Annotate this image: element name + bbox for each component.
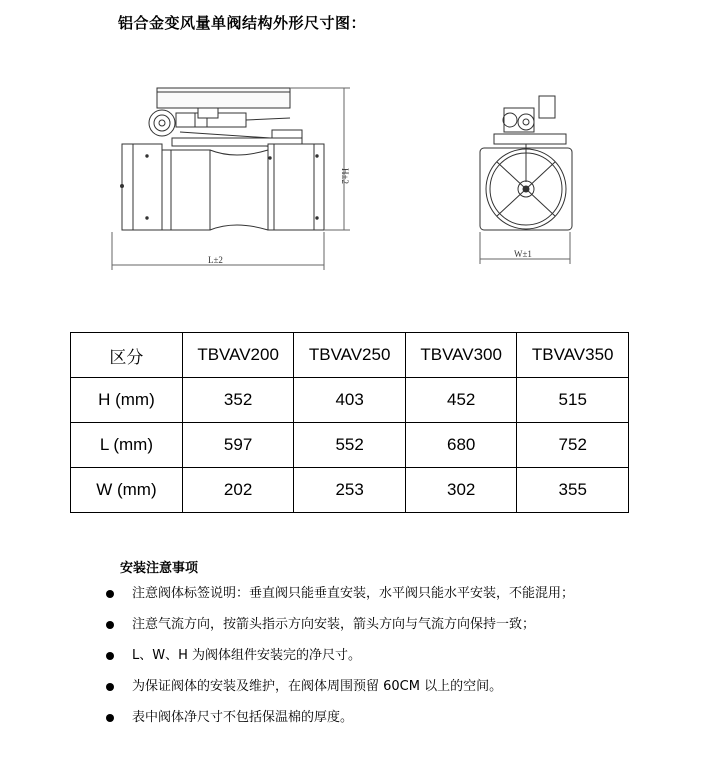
end-view <box>480 96 572 264</box>
table-cell: 452 <box>405 378 517 423</box>
notes-title: 安装注意事项 <box>120 561 199 576</box>
table-cell: 302 <box>405 468 517 513</box>
bullet-icon <box>106 714 114 722</box>
width-dimension-label: W±1 <box>514 249 532 259</box>
note-text: 表中阀体净尺寸不包括保温棉的厚度。 <box>132 710 354 725</box>
list-item <box>106 616 574 647</box>
page-title: 铝合金变风量单阀结构外形尺寸图： <box>118 14 367 32</box>
note-text: L、W、H 为阀体组件安装完的净尺寸。 <box>132 648 362 663</box>
length-dimension-label: L±2 <box>208 255 223 265</box>
list-item <box>106 709 574 740</box>
note-text: 为保证阀体的安装及维护，在阀体周围预留 60CM 以上的空间。 <box>132 679 503 694</box>
side-view <box>112 88 350 270</box>
dimension-table <box>70 332 629 513</box>
table-header-row <box>71 333 629 378</box>
table-header: TBVAV300 <box>405 333 517 378</box>
bullet-icon <box>106 621 114 629</box>
bullet-icon <box>106 683 114 691</box>
table-header: TBVAV200 <box>182 333 294 378</box>
notes-list <box>106 585 574 740</box>
height-dimension-label: H±2 <box>340 168 350 184</box>
table-cell: 352 <box>182 378 294 423</box>
table-cell: 515 <box>517 378 629 423</box>
table-cell: 253 <box>294 468 406 513</box>
bullet-icon <box>106 652 114 660</box>
table-header: TBVAV350 <box>517 333 629 378</box>
table-cell: 355 <box>517 468 629 513</box>
table-row <box>71 423 629 468</box>
table-cell: L (mm) <box>71 423 183 468</box>
table-cell: 202 <box>182 468 294 513</box>
table-cell: 680 <box>405 423 517 468</box>
table-row <box>71 468 629 513</box>
table-header: TBVAV250 <box>294 333 406 378</box>
note-text: 注意阀体标签说明：垂直阀只能垂直安装，水平阀只能水平安装，不能混用； <box>132 586 575 601</box>
list-item <box>106 678 574 709</box>
table-row <box>71 378 629 423</box>
table-cell: 597 <box>182 423 294 468</box>
table-cell: H (mm) <box>71 378 183 423</box>
note-text: 注意气流方向，按箭头指示方向安装，箭头方向与气流方向保持一致； <box>132 617 536 632</box>
valve-outline-drawing <box>0 0 713 320</box>
table-cell: 752 <box>517 423 629 468</box>
list-item <box>106 647 574 678</box>
table-header: 区分 <box>71 333 183 378</box>
list-item <box>106 585 574 616</box>
table-cell: 403 <box>294 378 406 423</box>
table-cell: 552 <box>294 423 406 468</box>
table-cell: W (mm) <box>71 468 183 513</box>
bullet-icon <box>106 590 114 598</box>
